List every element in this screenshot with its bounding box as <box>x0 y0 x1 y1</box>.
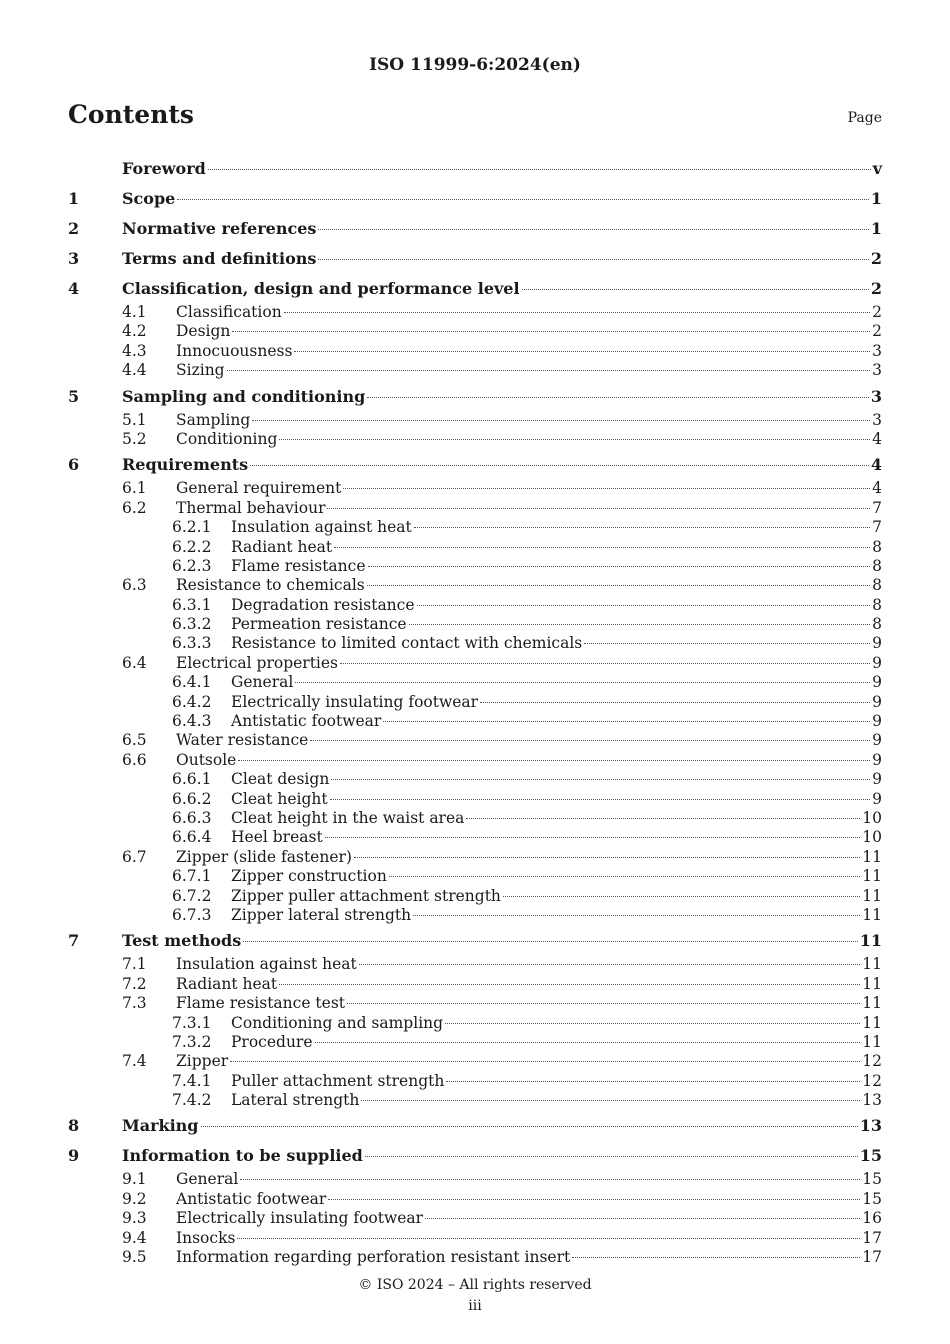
toc-entry-page: 11 <box>862 886 882 905</box>
toc-entry-title: Water resistance <box>176 731 309 750</box>
dot-leader <box>347 1003 860 1004</box>
toc-entry-page: 8 <box>872 556 882 575</box>
dot-leader <box>446 1081 860 1082</box>
toc-entry-page: 15 <box>859 1146 882 1166</box>
dot-leader <box>343 488 870 489</box>
dot-leader <box>331 779 870 780</box>
toc-entry[interactable] <box>68 1209 882 1228</box>
toc-entry-number: 6.6 <box>122 750 147 769</box>
dot-leader <box>354 857 860 858</box>
toc-entry-number: 7.3 <box>122 994 147 1013</box>
toc-entry-number: 7.3.2 <box>172 1032 212 1051</box>
toc-entry[interactable] <box>68 245 882 273</box>
toc-entry-title: Insulation against heat <box>231 518 412 537</box>
toc-entry-title: Resistance to limited contact with chemicals <box>231 634 583 653</box>
toc-entry-title: Foreword <box>122 159 206 178</box>
toc-entry-number: 6.3.3 <box>172 634 212 653</box>
toc-entry-number: 9.3 <box>122 1209 147 1228</box>
toc-entry-page: 17 <box>862 1248 882 1267</box>
toc-entry-number: 5.1 <box>122 410 147 429</box>
toc-entry[interactable] <box>68 1072 882 1091</box>
dot-leader <box>584 643 870 644</box>
toc-entry-title: Conditioning <box>176 429 278 448</box>
dot-leader <box>413 915 860 916</box>
dot-leader <box>279 439 870 440</box>
toc-entry-page: 10 <box>862 808 882 827</box>
toc-entry-page: 1 <box>870 219 882 238</box>
toc-entry-page: 11 <box>862 1013 882 1032</box>
toc-entry-page: 3 <box>872 410 882 429</box>
dot-leader <box>466 818 860 819</box>
toc-entry-number: 3 <box>68 249 80 268</box>
dot-leader <box>367 585 870 586</box>
toc-entry-page: 7 <box>872 518 882 537</box>
dot-leader <box>503 896 860 897</box>
toc-entry-page: 8 <box>872 595 882 614</box>
toc-entry[interactable] <box>68 1190 882 1209</box>
toc-entry-number: 7.2 <box>122 974 147 993</box>
toc-entry-title: Lateral strength <box>231 1091 360 1110</box>
toc-entry-number: 6.7.3 <box>172 905 212 924</box>
toc-entry-page: 13 <box>859 1116 882 1136</box>
dot-leader <box>365 1156 858 1157</box>
toc-entry[interactable] <box>68 751 882 770</box>
dot-leader <box>284 312 870 313</box>
toc-entry-number: 7.3.1 <box>172 1013 212 1032</box>
toc-entry-page: 13 <box>862 1091 882 1110</box>
toc-entry-page: 17 <box>862 1228 882 1247</box>
toc-entry-number: 7.4 <box>122 1052 147 1071</box>
toc-entry-number: 6.4 <box>122 653 147 672</box>
dot-leader <box>232 331 870 332</box>
toc-entry-title: Terms and definitions <box>122 249 317 268</box>
toc-entry[interactable] <box>68 1170 882 1189</box>
dot-leader <box>340 663 870 664</box>
toc-entry-page: 9 <box>872 770 882 789</box>
dot-leader <box>334 547 870 548</box>
dot-leader <box>389 876 860 877</box>
toc-entry-page: 11 <box>862 847 882 866</box>
toc-entry[interactable] <box>68 770 882 789</box>
toc-entry-page: 11 <box>859 931 882 951</box>
toc-entry-title: Sizing <box>176 361 225 380</box>
toc-entry-number: 6.2.1 <box>172 518 212 537</box>
toc-entry-title: Antistatic footwear <box>231 712 382 731</box>
toc-entry-title: Innocuousness <box>176 341 293 360</box>
toc-entry[interactable] <box>68 215 882 243</box>
toc-entry-page: 10 <box>862 828 882 847</box>
toc-entry-page: 11 <box>862 994 882 1013</box>
toc-entry-number: 5 <box>68 386 80 406</box>
toc-entry-title: Electrically insulating footwear <box>231 692 479 711</box>
dot-leader <box>237 1238 860 1239</box>
toc-entry-number: 9.1 <box>122 1170 147 1189</box>
toc-entry-title: Zipper lateral strength <box>231 905 412 924</box>
toc-entry[interactable] <box>68 867 882 886</box>
toc-entry[interactable] <box>68 430 882 449</box>
toc-entry-title: Marking <box>122 1116 199 1136</box>
toc-entry-title: Permeation resistance <box>231 615 407 634</box>
dot-leader <box>368 566 871 567</box>
toc-entry[interactable] <box>68 1112 882 1140</box>
toc-entry-number: 4.1 <box>122 303 147 321</box>
toc-entry-page: 4 <box>870 455 882 475</box>
dot-leader <box>294 351 870 352</box>
toc-entry[interactable] <box>68 576 882 595</box>
toc-entry-title: Antistatic footwear <box>176 1189 327 1208</box>
toc-entry[interactable] <box>68 411 882 430</box>
toc-entry[interactable] <box>68 155 882 183</box>
toc-entry-title: Puller attachment strength <box>231 1071 445 1090</box>
toc-entry[interactable] <box>68 1014 882 1033</box>
toc-entry-page: 12 <box>862 1071 882 1090</box>
toc-entry[interactable] <box>68 615 882 634</box>
toc-entry-number: 4.3 <box>122 341 147 360</box>
dot-leader <box>318 229 868 230</box>
toc-entry-number: 6.6.2 <box>172 789 212 808</box>
toc-entry-title: Test methods <box>122 931 242 951</box>
toc-entry-number: 6.6.4 <box>172 828 212 847</box>
toc-entry-title: Scope <box>122 189 176 208</box>
toc-entry-title: Flame resistance <box>231 556 366 575</box>
toc-entry-number: 7 <box>68 931 80 951</box>
toc-entry[interactable] <box>68 790 882 809</box>
dot-leader <box>367 397 869 398</box>
toc-entry-title: Information regarding perforation resistant insert <box>176 1248 571 1267</box>
copyright-footer: © ISO 2024 – All rights reserved <box>358 1277 592 1293</box>
dot-leader <box>480 702 870 703</box>
toc-entry-number: 6.5 <box>122 731 147 750</box>
toc-entry[interactable] <box>68 1033 882 1052</box>
toc-entry[interactable] <box>68 1052 882 1071</box>
dot-leader <box>330 799 870 800</box>
toc-entry-title: General <box>231 673 294 692</box>
toc-entry-page: 16 <box>862 1209 882 1228</box>
dot-leader <box>208 169 871 170</box>
toc-entry-page: 9 <box>872 789 882 808</box>
toc-entry-title: General requirement <box>176 479 342 498</box>
toc-entry-number: 9.5 <box>122 1248 147 1267</box>
dot-leader <box>250 465 869 466</box>
dot-leader <box>230 1061 860 1062</box>
dot-leader <box>383 721 870 722</box>
toc-entry-page: 8 <box>872 615 882 634</box>
toc-entry-page: 9 <box>872 634 882 653</box>
dot-leader <box>238 760 870 761</box>
toc-entry-title: Zipper puller attachment strength <box>231 886 501 905</box>
toc-entry-number: 6.7.2 <box>172 886 212 905</box>
toc-entry-number: 6.6.1 <box>172 770 212 789</box>
toc-entry[interactable] <box>68 342 882 361</box>
toc-entry[interactable] <box>68 383 882 411</box>
toc-entry[interactable] <box>68 927 882 955</box>
toc-entry-number: 6.2 <box>122 498 147 517</box>
dot-leader <box>252 420 870 421</box>
toc-entry-title: Insulation against heat <box>176 955 357 974</box>
toc-entry-title: Design <box>176 322 231 341</box>
toc-entry-title: Thermal behaviour <box>176 498 326 517</box>
toc-entry-title: Resistance to chemicals <box>176 576 365 595</box>
toc-entry-title: Flame resistance test <box>176 994 346 1013</box>
document-header: ISO 11999-6:2024(en) <box>369 55 581 75</box>
toc-entry[interactable] <box>68 322 882 341</box>
toc-entry-page: 11 <box>862 867 882 886</box>
toc-entry-title: Insocks <box>176 1228 236 1247</box>
toc-entry-page: 9 <box>872 712 882 731</box>
toc-entry-number: 6.4.1 <box>172 673 212 692</box>
page-column-label: Page <box>847 110 882 126</box>
toc-entry[interactable] <box>68 1229 882 1248</box>
toc-entry-number: 2 <box>68 219 80 238</box>
toc-entry-title: Cleat height <box>231 789 328 808</box>
toc-entry[interactable] <box>68 673 882 692</box>
toc-entry[interactable] <box>68 1142 882 1170</box>
toc-entry-page: v <box>872 159 882 178</box>
toc-entry[interactable] <box>68 479 882 498</box>
toc-entry[interactable] <box>68 828 882 847</box>
toc-entry-number: 6.2.3 <box>172 556 212 575</box>
toc-entry-page: 11 <box>862 1032 882 1051</box>
toc-entry-title: Sampling <box>176 410 251 429</box>
toc-entry-page: 11 <box>862 955 882 974</box>
dot-leader <box>325 837 861 838</box>
toc-entry-number: 9.2 <box>122 1189 147 1208</box>
toc-entry-number: 8 <box>68 1116 80 1136</box>
toc-entry-title: Radiant heat <box>231 537 333 556</box>
toc-entry[interactable] <box>68 887 882 906</box>
toc-entry-number: 4 <box>68 279 80 298</box>
toc-entry-number: 6.2.2 <box>172 537 212 556</box>
toc-entry-page: 9 <box>872 673 882 692</box>
toc-entry-number: 6.6.3 <box>172 808 212 827</box>
toc-entry[interactable] <box>68 451 882 479</box>
toc-entry-page: 1 <box>870 189 882 208</box>
toc-entry-page: 3 <box>870 386 882 406</box>
toc-entry-title: Sampling and conditioning <box>122 386 366 406</box>
toc-entry-number: 6.7 <box>122 847 147 866</box>
toc-entry-number: 4.4 <box>122 361 147 380</box>
toc-entry[interactable] <box>68 1248 882 1267</box>
dot-leader <box>361 1100 860 1101</box>
toc-entry-page: 9 <box>872 692 882 711</box>
toc-entry-number: 6.1 <box>122 479 147 498</box>
dot-leader <box>414 527 870 528</box>
toc-entry-title: Classification, design and performance level <box>122 279 520 298</box>
dot-leader <box>310 740 870 741</box>
toc-entry-page: 9 <box>872 750 882 769</box>
toc-entry-number: 6.3.2 <box>172 615 212 634</box>
dot-leader <box>328 1199 860 1200</box>
toc-entry-number: 9 <box>68 1146 80 1166</box>
toc-entry[interactable] <box>68 712 882 731</box>
toc-entry-page: 8 <box>872 537 882 556</box>
page-number: iii <box>468 1298 482 1314</box>
toc-entry-page: 15 <box>862 1189 882 1208</box>
dot-leader <box>315 1042 861 1043</box>
dot-leader <box>243 941 858 942</box>
toc-entry-page: 7 <box>872 498 882 517</box>
toc-entry[interactable] <box>68 906 882 925</box>
dot-leader <box>445 1023 860 1024</box>
toc-entry-number: 5.2 <box>122 429 147 448</box>
toc-entry[interactable] <box>68 975 882 994</box>
toc-entry-title: Degradation resistance <box>231 595 415 614</box>
toc-entry[interactable] <box>68 499 882 518</box>
dot-leader <box>327 508 870 509</box>
toc-entry-title: Normative references <box>122 219 317 238</box>
toc-entry-title: Procedure <box>231 1032 313 1051</box>
toc-entry[interactable] <box>68 1091 882 1110</box>
toc-entry-title: Information to be supplied <box>122 1146 363 1166</box>
toc-entry-page: 11 <box>862 905 882 924</box>
toc-entry[interactable] <box>68 848 882 867</box>
dot-leader <box>227 370 871 371</box>
toc-entry-page: 9 <box>872 653 882 672</box>
dot-leader <box>425 1218 860 1219</box>
toc-entry-page: 12 <box>862 1052 882 1071</box>
dot-leader <box>318 259 868 260</box>
toc-entry[interactable] <box>68 275 882 303</box>
toc-entry-page: 2 <box>872 322 882 341</box>
toc-entry-title: Zipper construction <box>231 867 387 886</box>
toc-entry[interactable] <box>68 809 882 828</box>
toc-entry-page: 2 <box>872 303 882 321</box>
toc-entry-number: 4.2 <box>122 322 147 341</box>
toc-entry-page: 9 <box>872 731 882 750</box>
dot-leader <box>295 682 870 683</box>
dot-leader <box>359 964 861 965</box>
contents-title: Contents <box>68 100 195 129</box>
toc-entry-page: 3 <box>872 341 882 360</box>
dot-leader <box>409 624 871 625</box>
toc-entry[interactable] <box>68 634 882 653</box>
toc-entry[interactable] <box>68 557 882 576</box>
toc-entry-page: 4 <box>872 429 882 448</box>
dot-leader <box>279 984 860 985</box>
toc-entry[interactable] <box>68 731 882 750</box>
dot-leader <box>572 1257 860 1258</box>
toc-entry-number: 7.4.1 <box>172 1071 212 1090</box>
toc-entry[interactable] <box>68 303 882 322</box>
toc-entry-page: 2 <box>870 249 882 268</box>
toc-entry-title: General <box>176 1170 239 1189</box>
toc-entry-title: Electrical properties <box>176 653 339 672</box>
toc-entry[interactable] <box>68 361 882 380</box>
dot-leader <box>417 605 871 606</box>
toc-entry[interactable] <box>68 994 882 1013</box>
toc-entry-title: Radiant heat <box>176 974 278 993</box>
toc-entry[interactable] <box>68 654 882 673</box>
toc-entry[interactable] <box>68 955 882 974</box>
toc-entry-page: 4 <box>872 479 882 498</box>
toc-entry-title: Classification <box>176 303 282 321</box>
toc-entry-title: Zipper (slide fastener) <box>176 847 352 866</box>
toc-entry-number: 6.4.2 <box>172 692 212 711</box>
dot-leader <box>177 199 869 200</box>
toc-entry-page: 8 <box>872 576 882 595</box>
toc-entry-number: 6.4.3 <box>172 712 212 731</box>
toc-entry[interactable] <box>68 185 882 213</box>
toc-entry[interactable] <box>68 518 882 537</box>
toc-entry-title: Zipper <box>176 1052 229 1071</box>
toc-entry-page: 2 <box>870 279 882 298</box>
toc-entry-title: Cleat height in the waist area <box>231 808 465 827</box>
toc-entry-title: Electrically insulating footwear <box>176 1209 424 1228</box>
toc-entry-number: 6.3 <box>122 576 147 595</box>
toc-entry-number: 7.1 <box>122 955 147 974</box>
toc-entry-page: 11 <box>862 974 882 993</box>
toc-entry-title: Outsole <box>176 750 237 769</box>
toc-entry-number: 7.4.2 <box>172 1091 212 1110</box>
toc-entry-page: 15 <box>862 1170 882 1189</box>
dot-leader <box>522 289 869 290</box>
toc-entry[interactable] <box>68 538 882 557</box>
toc-entry-number: 6 <box>68 455 80 475</box>
toc-entry-title: Heel breast <box>231 828 323 847</box>
toc-entry-number: 9.4 <box>122 1228 147 1247</box>
toc-entry-page: 3 <box>872 361 882 380</box>
toc-entry[interactable] <box>68 693 882 712</box>
toc-entry-title: Conditioning and sampling <box>231 1013 444 1032</box>
toc-entry-number: 6.7.1 <box>172 867 212 886</box>
toc-entry-number: 1 <box>68 189 80 208</box>
toc-entry[interactable] <box>68 596 882 615</box>
dot-leader <box>201 1126 858 1127</box>
dot-leader <box>240 1179 860 1180</box>
toc-entry-title: Requirements <box>122 455 249 475</box>
toc-entry-number: 6.3.1 <box>172 595 212 614</box>
toc-entry-title: Cleat design <box>231 770 330 789</box>
table-of-contents <box>68 155 882 1267</box>
